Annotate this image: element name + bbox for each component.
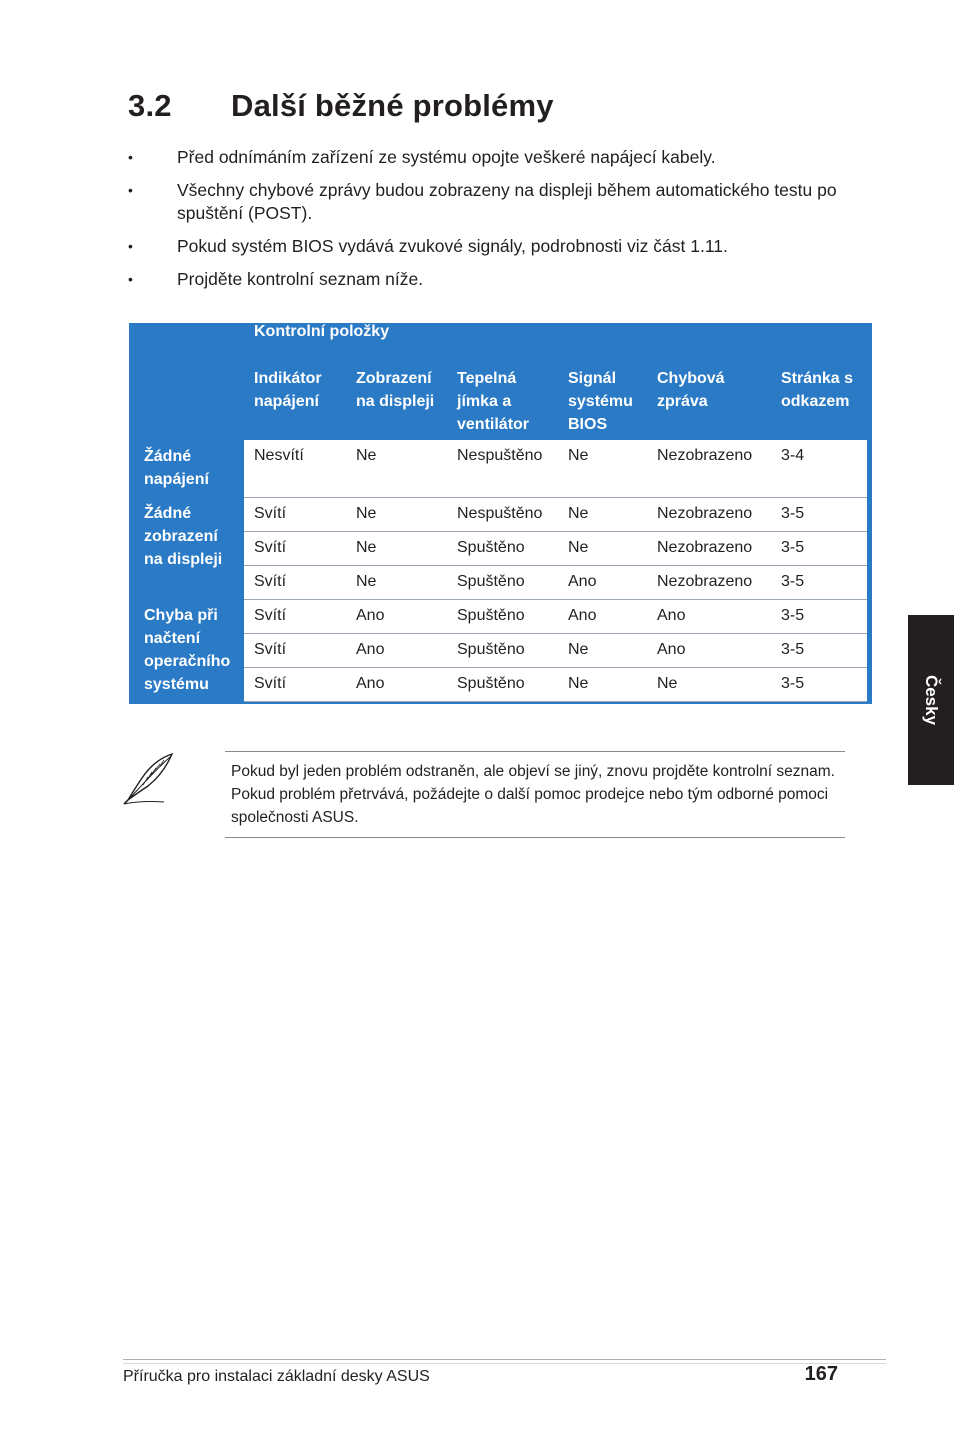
table-cell: Svítí — [244, 531, 346, 565]
table-cell: Ano — [346, 633, 447, 667]
table-cell: Ano — [647, 599, 771, 633]
table-cell: 3-5 — [771, 531, 867, 565]
checklist-table — [134, 323, 867, 702]
table-row — [134, 599, 867, 633]
table-row — [134, 667, 867, 701]
table-cell: Spuštěno — [447, 531, 558, 565]
table-cell: Spuštěno — [447, 599, 558, 633]
table-cell: Spuštěno — [447, 667, 558, 701]
table-cell: Ne — [558, 633, 647, 667]
table-row — [134, 440, 867, 497]
bullet-item: • Všechny chybové zprávy budou zobrazeny na displeji během automatického testu po spuštění (POST). — [128, 180, 837, 223]
table-cell: Ne — [346, 565, 447, 599]
table-row — [134, 497, 867, 531]
pen-note-icon — [120, 750, 176, 806]
column-header: Stránka s odkazem — [781, 370, 854, 410]
bullet-dot: • — [128, 149, 133, 165]
page-number: 167 — [804, 1363, 838, 1385]
section-number: 3.2 — [128, 88, 172, 123]
language-side-tab — [908, 615, 954, 785]
table-cell: Nezobrazeno — [647, 531, 771, 565]
table-cell: Ne — [558, 497, 647, 531]
table-cell: Ne — [346, 440, 447, 497]
table-cell: Nezobrazeno — [647, 565, 771, 599]
table-cell: 3-5 — [771, 633, 867, 667]
checklist-table-container — [129, 323, 872, 704]
table-cell: Ne — [558, 531, 647, 565]
table-cell: 3-4 — [771, 440, 867, 497]
row-group-label: Žádné zobrazení na displeji — [144, 505, 223, 568]
table-cell: Ano — [558, 565, 647, 599]
table-cell: Nespuštěno — [447, 440, 558, 497]
table-cell: Nezobrazeno — [647, 497, 771, 531]
table-cell: Ne — [647, 667, 771, 701]
group-header: Kontrolní položky — [254, 323, 390, 340]
section-title — [128, 88, 554, 124]
intro-bullet-list — [128, 146, 848, 301]
table-cell: Svítí — [244, 497, 346, 531]
footer-text: Příručka pro instalaci základní desky ASUS — [123, 1368, 430, 1385]
table-cell: 3-5 — [771, 565, 867, 599]
column-header: Tepelná jímka a ventilátor — [457, 370, 530, 433]
table-cell: Nespuštěno — [447, 497, 558, 531]
table-cell: Ano — [346, 599, 447, 633]
table-cell: Ne — [558, 440, 647, 497]
column-header: Signál systému BIOS — [568, 370, 633, 433]
table-cell: Nesvítí — [244, 440, 346, 497]
table-cell: Spuštěno — [447, 633, 558, 667]
column-header: Chybová zpráva — [657, 370, 725, 410]
footer-rule — [123, 1359, 886, 1364]
bullet-item: • Projděte kontrolní seznam níže. — [128, 269, 424, 289]
table-cell: Ne — [346, 497, 447, 531]
row-group-label: Žádné napájení — [144, 448, 209, 488]
table-cell: Svítí — [244, 599, 346, 633]
table-cell: Ano — [647, 633, 771, 667]
section-title-text: Další běžné problémy — [231, 88, 554, 123]
table-row — [134, 633, 867, 667]
table-cell: Svítí — [244, 633, 346, 667]
table-cell: Spuštěno — [447, 565, 558, 599]
table-row — [134, 531, 867, 565]
bullet-item: • Pokud systém BIOS vydává zvukové signály, podrobnosti viz část 1.11. — [128, 236, 728, 256]
language-side-tab-label: Česky — [922, 674, 941, 726]
row-group-label: Chyba při načtení operačního systému — [144, 607, 231, 693]
column-header: Zobrazení na displeji — [356, 370, 435, 410]
table-row — [134, 565, 867, 599]
table-cell: Ne — [558, 667, 647, 701]
bullet-dot: • — [128, 182, 133, 198]
bullet-dot: • — [128, 238, 133, 254]
table-cell: Ano — [346, 667, 447, 701]
table-cell: 3-5 — [771, 667, 867, 701]
column-header: Indikátor napájení — [254, 370, 322, 410]
note-bottom-rule — [225, 837, 845, 838]
table-cell: Ano — [558, 599, 647, 633]
table-cell: Nezobrazeno — [647, 440, 771, 497]
table-cell: Ne — [346, 531, 447, 565]
note-top-rule — [225, 751, 845, 752]
bullet-dot: • — [128, 271, 133, 287]
bullet-item: • Před odnímáním zařízení ze systému opojte veškeré napájecí kabely. — [128, 147, 716, 167]
note-text: Pokud byl jeden problém odstraněn, ale objeví se jiný, znovu projděte kontrolní seznam. Pokud problém přetrvává, požádejte o další pomoc prodejce nebo tým odborné pomoci společnosti ASUS. — [231, 763, 835, 826]
table-cell: Svítí — [244, 667, 346, 701]
table-cell: 3-5 — [771, 599, 867, 633]
table-cell: Svítí — [244, 565, 346, 599]
table-cell: 3-5 — [771, 497, 867, 531]
